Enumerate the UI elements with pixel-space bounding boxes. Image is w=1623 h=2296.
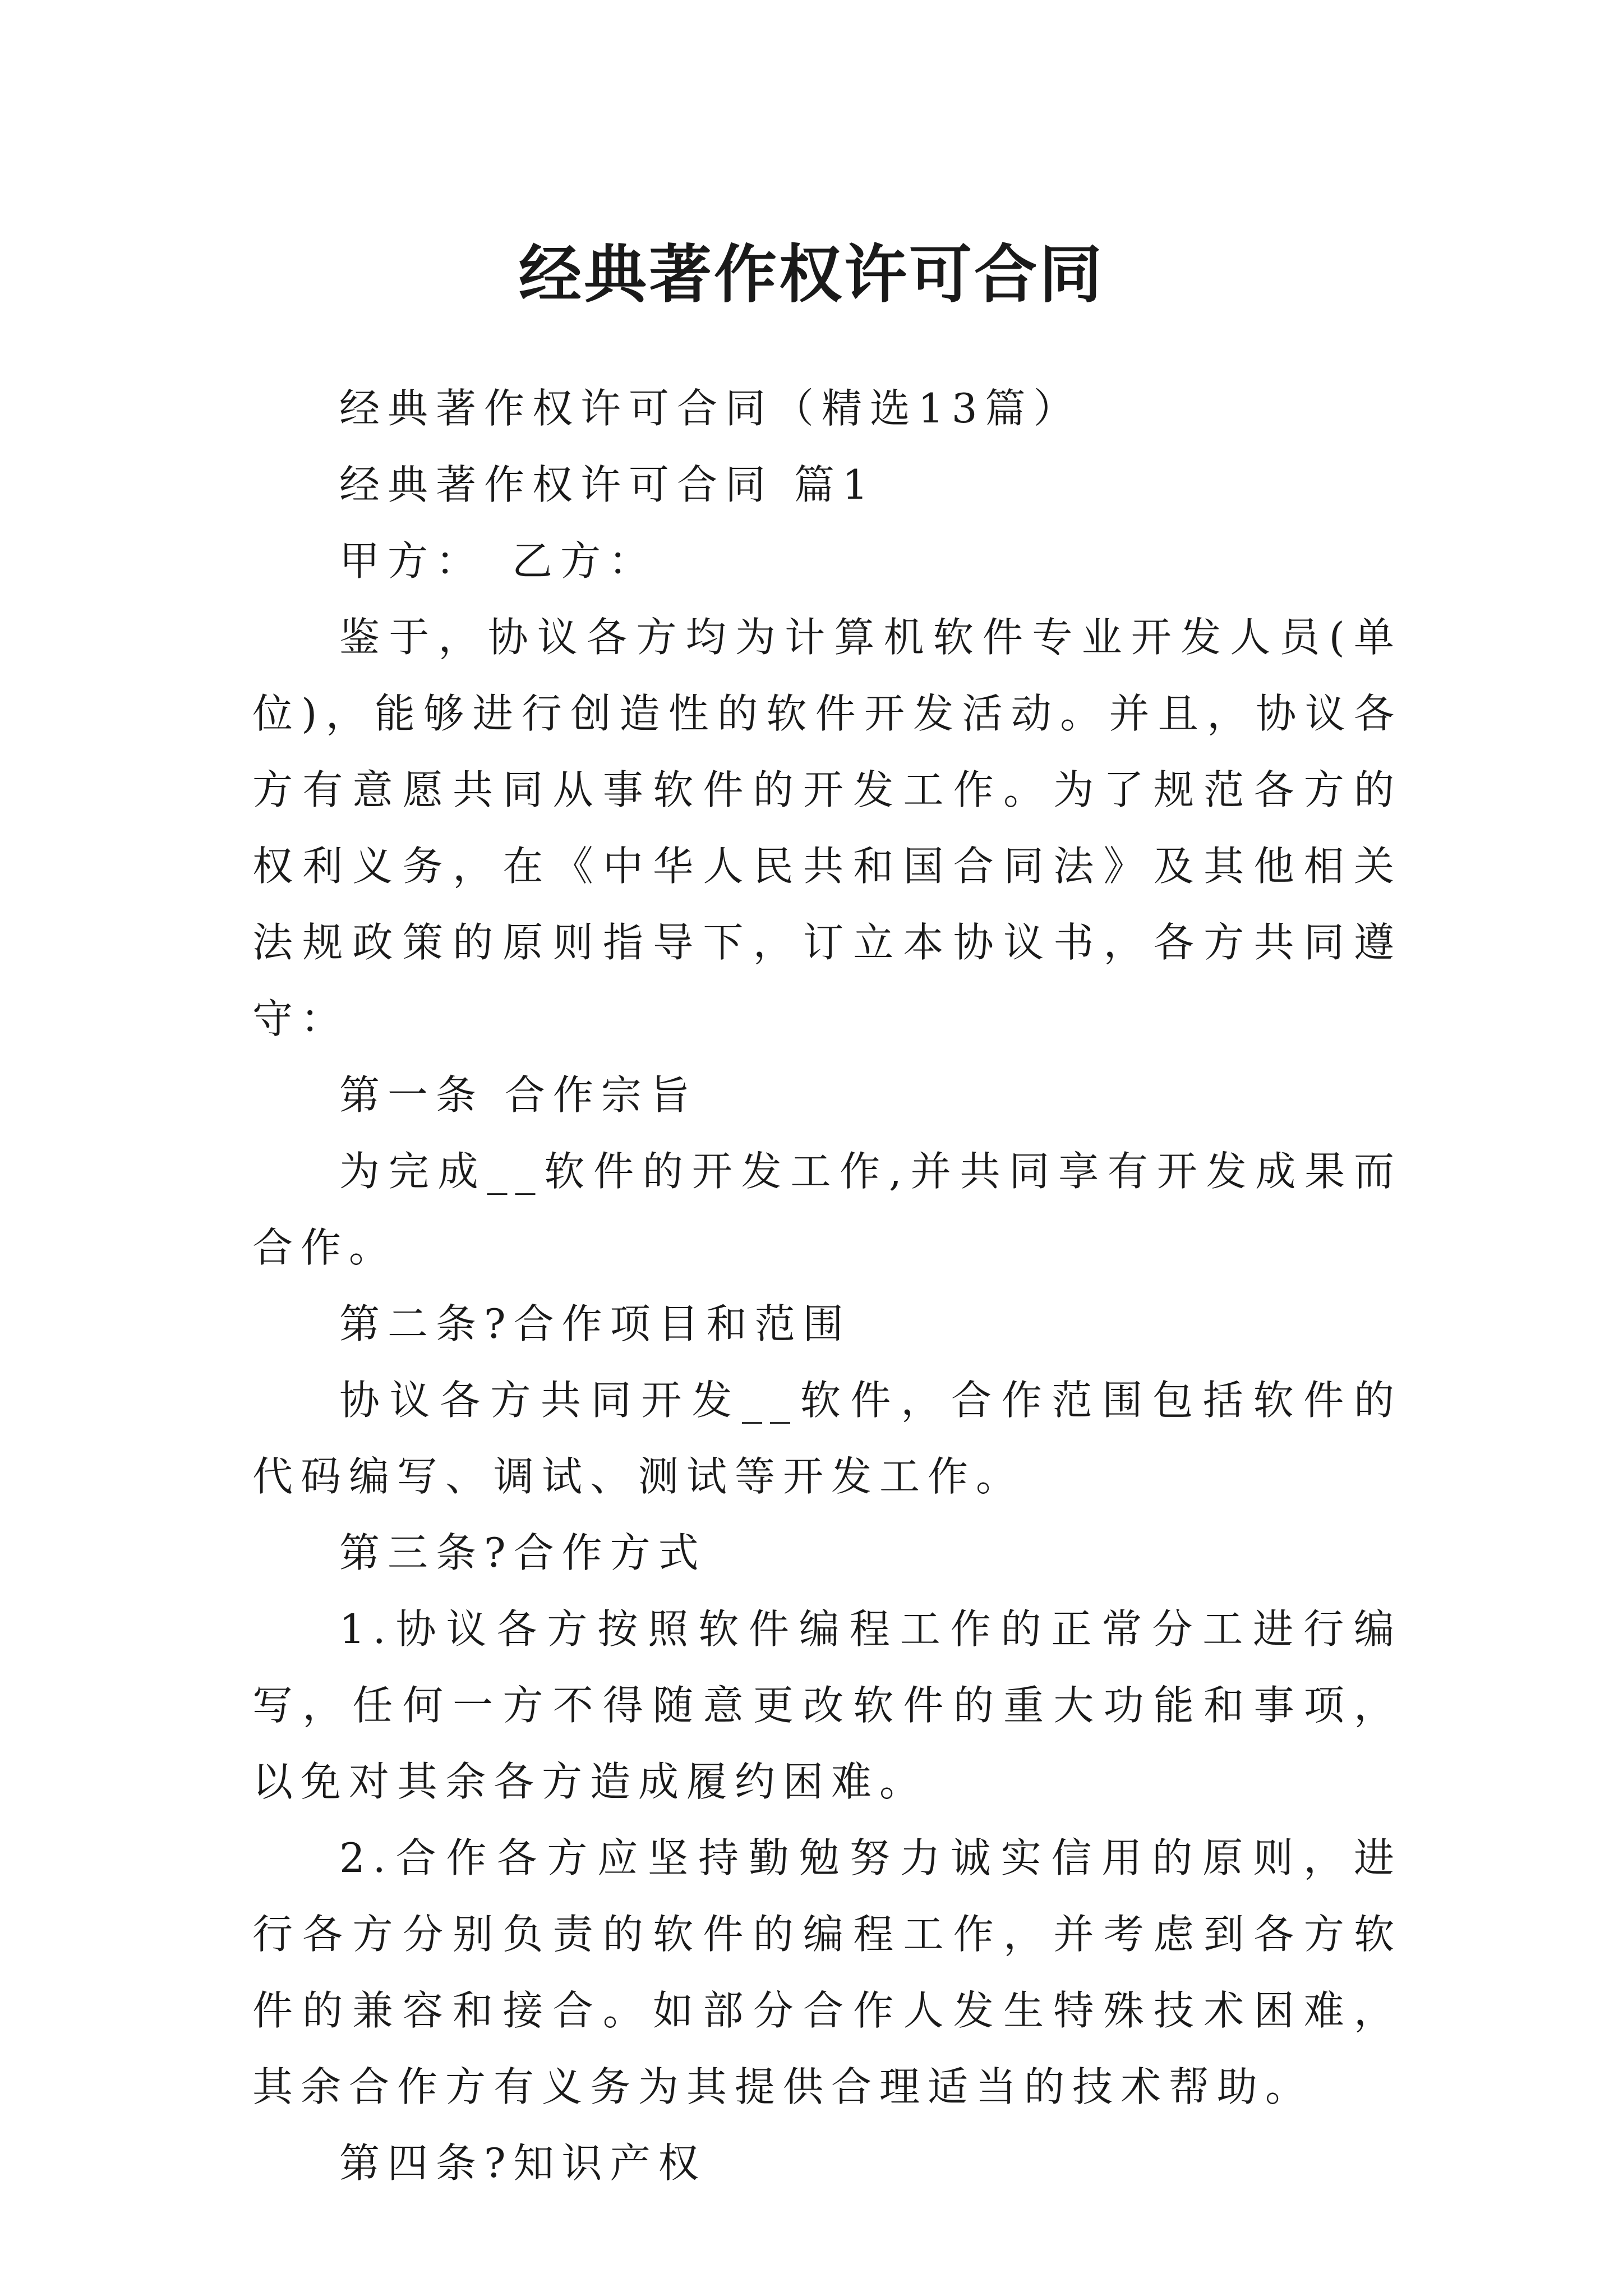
paragraph-article-3-heading: 第三条?合作方式	[339, 1529, 707, 1576]
paragraph-subtitle: 经典著作权许可合同（精选13篇）	[339, 385, 1082, 432]
paragraph-section-heading: 经典著作权许可合同 篇1	[339, 461, 876, 508]
paragraph-article-3-item-1: 1.协议各方按照软件编程工作的正常分工进行编写，任何一方不得随意更改软件的重大功能和事项，以免对其余各方造成履约困难。	[252, 1605, 1402, 1805]
paragraph-article-1-text: 为完成__软件的开发工作,并共同享有开发成果而合作。	[252, 1148, 1402, 1271]
paragraph-article-4-heading: 第四条?知识产权	[339, 2139, 707, 2187]
paragraph-parties: 甲方： 乙方：	[339, 537, 657, 585]
paragraph-preamble: 鉴于，协议各方均为计算机软件专业开发人员(单位)，能够进行创造性的软件开发活动。并且，协议各方有意愿共同从事软件的开发工作。为了规范各方的权利义务，在《中华人民共和国合同法》及其他相关法规政策的原则指导下，订立本协议书，各方共同遵守：	[252, 614, 1402, 1042]
paragraph-article-2-text: 协议各方共同开发__软件，合作范围包括软件的代码编写、调试、测试等开发工作。	[252, 1377, 1402, 1500]
document-body	[252, 370, 1402, 2201]
document-title: 经典著作权许可合同	[519, 238, 1104, 312]
paragraph-article-3-item-2: 2.合作各方应坚持勤勉努力诚实信用的原则，进行各方分别负责的软件的编程工作，并考虑到各方软件的兼容和接合。如部分合作人发生特殊技术困难，其余合作方有义务为其提供合理适当的技术帮助。	[252, 1834, 1402, 2110]
paragraph-article-1-heading: 第一条 合作宗旨	[339, 1071, 698, 1119]
paragraph-article-2-heading: 第二条?合作项目和范围	[339, 1300, 851, 1347]
